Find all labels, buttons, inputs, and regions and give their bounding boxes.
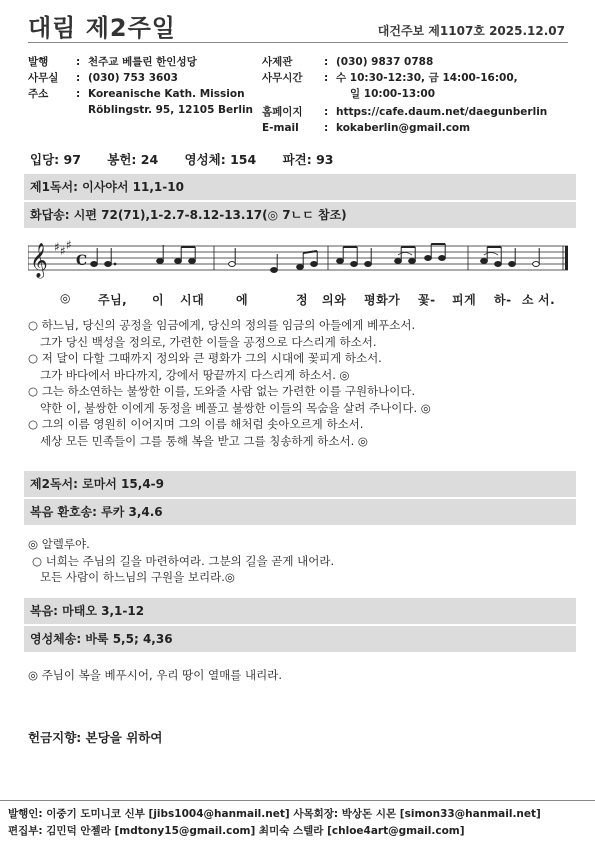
psalm-score xyxy=(28,234,572,286)
communion-antiphon-bar: 영성체송: 바룩 5,5; 4,36 xyxy=(24,626,576,652)
psalm-verse: 그가 당신 백성을 정의로, 가련한 이들을 공정으로 다스리게 하소서. xyxy=(40,334,377,349)
psalm-verses xyxy=(28,317,431,449)
lyric-4: 시대 xyxy=(180,293,205,307)
lyric-6: 정 xyxy=(296,293,309,307)
lyric-3: 이 xyxy=(152,293,165,307)
gospel-acclamation-bar: 복음 환호송: 루카 3,4.6 xyxy=(24,499,576,525)
psalm-verse: 세상 모든 민족들이 그를 통해 복을 받고 그를 칭송하게 하소서. ◎ xyxy=(40,433,368,448)
rectory-phone: (030) 9837 0788 xyxy=(336,56,434,68)
footer-editors: 편집부: 김민덕 안젤라 [mdtony15@gmail.com] 최미숙 스텔라 [chloe4art@gmail.com] xyxy=(8,825,465,837)
footer xyxy=(8,806,541,840)
communion-antiphon-text: ◎ 주님이 복을 베푸시어, 우리 땅이 열매를 내리라. xyxy=(28,668,283,682)
offertory-hymn: 봉헌: 24 xyxy=(107,152,159,167)
lyric-12: 소 xyxy=(522,293,535,307)
rectory-label: 사제관 xyxy=(262,56,293,68)
lyric-5: 에 xyxy=(236,293,249,307)
info-right: 사제관 : (030) 9837 0788 사무시간 : 수 10:30-12:30, 금 14:00-16:00, 일 10:00-13:00 홈페이지 : https://cafe.daum.net/daegunberlin E-mail : kokaberlin@gmail.com xyxy=(262,56,548,134)
acclamation-verse: ○ 너희는 주님의 길을 마련하여라. 그분의 길을 곧게 내어라. xyxy=(32,553,335,568)
footer-divider xyxy=(0,800,595,801)
psalm-bar: 화답송: 시편 72(71),1-2.7-8.12-13.17(◎ 7ㄴㄷ 참조) xyxy=(24,202,576,228)
office-label: 사무실 xyxy=(28,72,59,84)
psalm-verse: ○ 그는 하소연하는 불쌍한 이를, 도와줄 사람 없는 가련한 이를 구원하나이다. xyxy=(28,384,416,398)
svg-text:C: C xyxy=(76,253,88,269)
address-line1: Koreanische Kath. Mission xyxy=(88,88,245,100)
alleluia: ◎ 알렐루야. xyxy=(28,537,90,551)
lyric-1: ◎ xyxy=(60,291,71,305)
gospel-bar: 복음: 마태오 3,1-12 xyxy=(24,598,576,624)
acclamation-text xyxy=(28,536,334,586)
office-hours-line1: 수 10:30-12:30, 금 14:00-16:00, xyxy=(336,72,518,84)
lyric-9: 꽃- xyxy=(418,293,436,307)
psalm-lyrics xyxy=(60,291,560,307)
svg-text:𝄞: 𝄞 xyxy=(30,243,48,278)
acclamation-verse: 모든 사람이 하느님의 구원을 보리라.◎ xyxy=(40,570,235,584)
homepage-link[interactable]: https://cafe.daum.net/daegunberlin xyxy=(336,106,548,118)
office-hours-label: 사무시간 xyxy=(262,72,303,84)
header-divider xyxy=(28,42,568,43)
office-hours-line2: 일 10:00-13:00 xyxy=(350,88,436,100)
publisher-label: 발행 xyxy=(28,56,49,68)
mass-songs xyxy=(30,150,355,168)
svg-text:♯: ♯ xyxy=(66,238,72,252)
lyric-10: 피게 xyxy=(452,293,477,307)
issue-info: 대건주보 제1107호 2025.12.07 xyxy=(377,24,565,38)
psalm-verse: ○ 하느님, 당신의 공정을 임금에게, 당신의 정의를 임금의 아들에게 베푸소서. xyxy=(28,318,416,332)
email-label: E-mail xyxy=(262,122,299,134)
lyric-13: 서. xyxy=(538,293,556,307)
publisher-value: 천주교 베를린 한인성당 xyxy=(88,56,197,68)
address-line2: Röblingstr. 95, 12105 Berlin xyxy=(88,104,254,116)
dismissal-hymn: 파견: 93 xyxy=(282,152,334,167)
lyric-8: 평화가 xyxy=(364,293,401,307)
svg-text:♯: ♯ xyxy=(60,244,66,258)
email-link[interactable]: kokaberlin@gmail.com xyxy=(336,122,471,134)
info-left: 발행 : 천주교 베를린 한인성당 사무실 : (030) 753 3603 주소 : Koreanische Kath. Mission Röblingstr. 95, 12105 Berlin xyxy=(28,56,254,116)
lyric-11: 하- xyxy=(494,293,512,307)
psalm-verse: ○ 저 달이 다할 그때까지 정의와 큰 평화가 그의 시대에 꽃피게 하소서. xyxy=(28,351,382,365)
office-phone: (030) 753 3603 xyxy=(88,72,178,84)
address-label: 주소 xyxy=(28,88,49,100)
homepage-label: 홈페이지 xyxy=(262,106,303,118)
svg-text:♯: ♯ xyxy=(54,240,60,254)
page-title: 대림 제2주일 xyxy=(28,14,176,42)
psalm-verse: 약한 이, 불쌍한 이에게 동정을 베풀고 불쌍한 이들의 목숨을 살려 주나이다. ◎ xyxy=(40,400,431,415)
collection-intention: 헌금지향: 본당을 위하여 xyxy=(28,730,163,745)
footer-publisher: 발행인: 이중기 도미니코 신부 [jibs1004@hanmail.net] 사목회장: 박상돈 시몬 [simon33@hanmail.net] xyxy=(8,808,541,820)
first-reading-bar: 제1독서: 이사야서 11,1-10 xyxy=(24,174,576,200)
entry-hymn: 입당: 97 xyxy=(30,152,81,167)
psalm-verse: 그가 바다에서 바다까지, 강에서 땅끝까지 다스리게 하소서. ◎ xyxy=(40,367,350,382)
psalm-verse: ○ 그의 이름 영원히 이어지며 그의 이름 해처럼 솟아오르게 하소서. xyxy=(28,417,364,431)
second-reading-bar: 제2독서: 로마서 15,4-9 xyxy=(24,471,576,497)
communion-hymn: 영성체: 154 xyxy=(184,152,257,167)
lyric-2: 주님, xyxy=(98,293,128,307)
lyric-7: 의와 xyxy=(322,293,347,307)
